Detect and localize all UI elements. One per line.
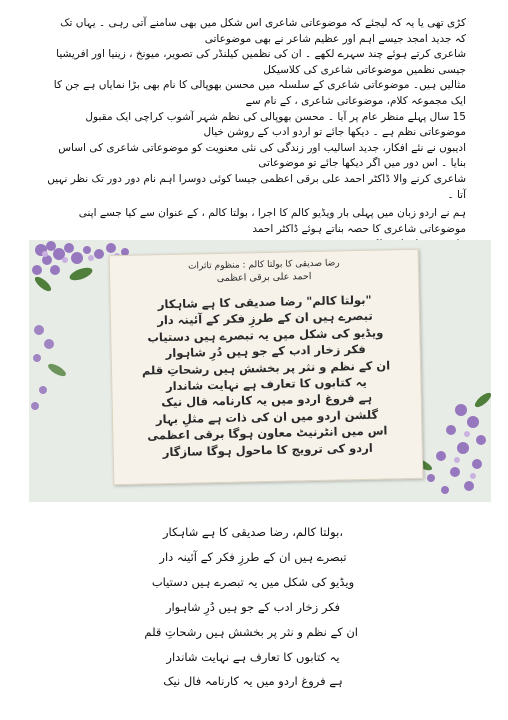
bottom-poem-line: فکر زخار ادب کے جو ہیں دُرِ شاہوار <box>165 599 341 614</box>
bottom-poem-line: تبصرے ہیں ان کے طرزِ فکر کے آئینہ دار <box>159 549 347 564</box>
poem-line: تبصرے ہیں ان کے طرزِ فکر کے آئینہ دار <box>157 309 373 328</box>
intro-line: کڑی تھی یا یہ کہ لیجئے کہ موضوعاتی شاعری اس شکل میں بھی سامنے آتی رہی ۔ یہاں تک کہ جدید امجد جیسے اہم اور عظیم شاعر نے بھی موضوعاتی <box>60 17 466 45</box>
poem-card <box>109 249 424 485</box>
poem-line: ان کے نظم و نثر پر بخشش ہیں رشحاتِ قلم <box>141 358 391 378</box>
bottom-poem-line: ،بولتا کالم، رضا صدیقی کا ہے شاہکار <box>162 525 344 539</box>
bottom-poem-line: ان کے نظم و نثر پر بخشش ہیں رشحاتِ قلم <box>144 624 358 639</box>
poem-line: "بولتا کالم" رضا صدیقی کا ہے شاہکار <box>157 292 372 312</box>
bottom-poem-line: یہ کتابوں کا تعارف ہے نہایت شاندار <box>166 649 340 664</box>
poem-line: اردو کی ترویج کا ماحول ہوگا سازگار <box>162 440 373 459</box>
poem-line: یہ کتابوں کا تعارف ہے نہایت شاندار <box>165 374 367 394</box>
bottom-poem-line: ہے فروغ اردو میں یہ کارنامہ فال نیک <box>163 674 343 689</box>
intro-line: ادیبوں نے نئے افکار، جدید اسالیب اور زندگی کی نئی معنویت کو موضوعاتی شاعری کی اساس بنایا ۔ اس دور میں اگر دیکھا جائے تو موضوعاتی <box>58 141 466 170</box>
intro-line: شاعری کرنے والا ڈاکٹر احمد علی برقی اعظمی جیسا کوئی دوسرا اہم نام دور دور تک نظر نہیں آتا ۔ <box>47 172 466 201</box>
intro-line: شاعری کرتے ہوئے چند سہرے لکھے ۔ ان کی نظمیں کیلنڈر کی تصویر، میونخ ، زینیا اور افریشیا جیسی نظمیں موضوعاتی شاعری کی کلاسیکل <box>56 48 466 76</box>
card-heading: رضا صدیقی کا بولتا کالم : منظوم تاثرات <box>187 258 340 272</box>
poem-line: گلشن اردو میں ان کی ذات ہے مثلِ بہار <box>155 407 379 427</box>
card-author: احمد علی برقی اعظمی <box>216 271 312 285</box>
intro-paragraph <box>46 16 466 203</box>
second-line: ہم نے اردو زبان میں پہلی بار ویڈیو کالم کا اجرا ، بولتا کالم ، کے عنوان سے کیا جسے اپنی موضوعاتی شاعری کا حصہ بناتے ہوئے ڈاکٹر احمد <box>78 207 466 235</box>
intro-line: مثالیں ہیں۔ موضوعاتی شاعری کے سلسلہ میں محسن بھوپالی کا نام بھی بڑا نمایاں ہے جن کا ایک مجموعہ کلام، موضوعاتی شاعری ، کے نام سے <box>53 79 466 107</box>
poem-image <box>29 240 491 502</box>
poem-line: ویڈیو کی شکل میں یہ تبصرے ہیں دستیاب <box>147 325 384 345</box>
card-poem <box>111 291 422 461</box>
poem-line: فکر زخار ادب کے جو ہیں دُرِ شاہوار <box>165 342 366 361</box>
bottom-poem <box>144 520 358 694</box>
intro-line: 15 سال پہلے منظر عام پر آیا ۔ محسن بھوپالی کی نظم شہر آشوب کراچی ایک مقبول موضوعاتی نظم ہے ۔ دیکھا جائے تو اردو ادب کے روشن خیال <box>85 110 466 139</box>
bottom-poem-line: ویڈیو کی شکل میں یہ تبصرے ہیں دستیاب <box>151 574 355 589</box>
poem-line: اس میں انٹرنیٹ معاون ہوگا برقی اعظمی <box>147 423 388 443</box>
poem-line: ہے فروغ اردو میں یہ کارنامہ فال نیک <box>161 391 373 410</box>
lilac-flowers-left <box>29 310 99 430</box>
